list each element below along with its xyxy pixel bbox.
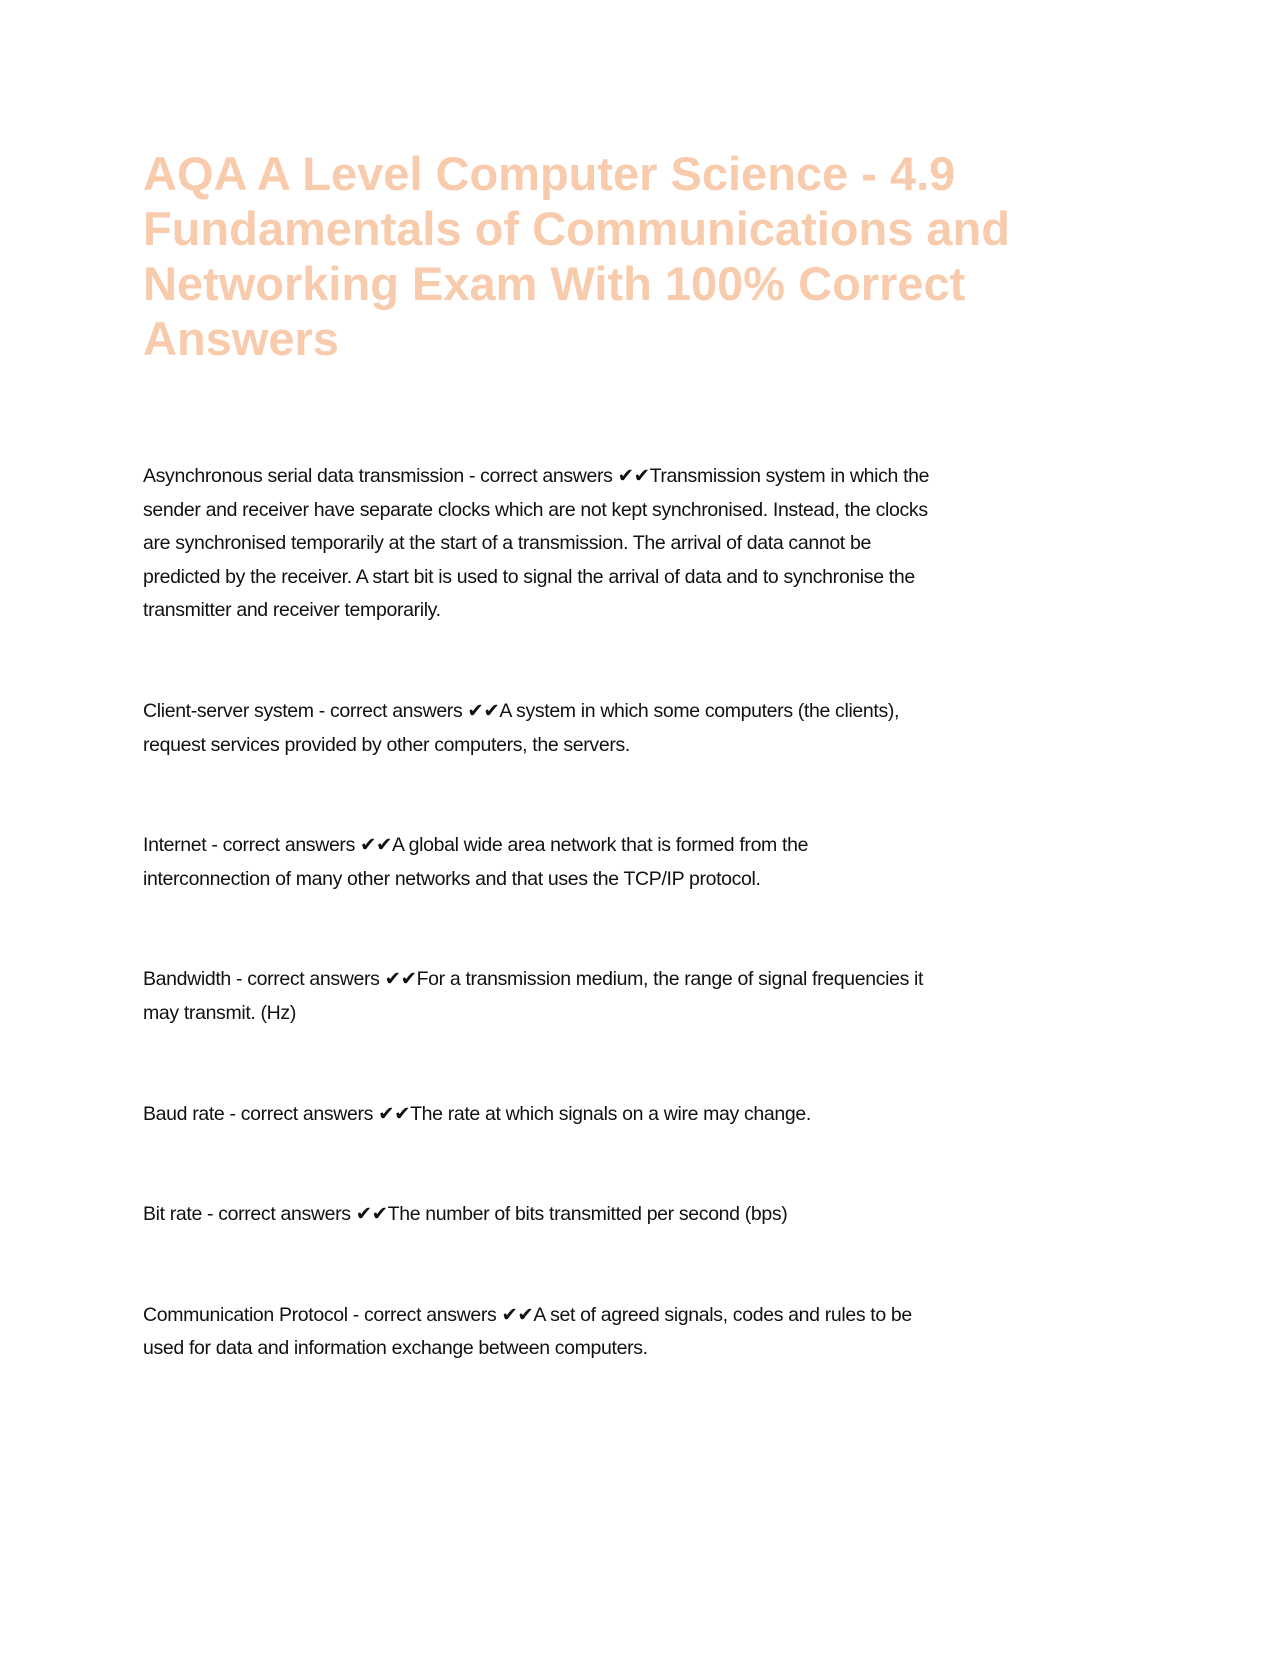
entry-line: Bit rate - correct answers ✔✔The number of bits transmitted per second (bps) <box>143 1203 788 1226</box>
title-line: AQA A Level Computer Science - 4.9 <box>143 147 956 200</box>
title-line: Fundamentals of Communications and <box>143 202 1010 255</box>
entry-line: interconnection of many other networks and that uses the TCP/IP protocol. <box>143 867 761 890</box>
qa-entry <box>143 1198 1103 1232</box>
qa-entry <box>143 460 1103 628</box>
entry-line: Client-server system - correct answers ✔✔A system in which some computers (the clients), <box>143 699 900 722</box>
entry-line: are synchronised temporarily at the start of a transmission. The arrival of data cannot be <box>143 532 871 555</box>
entry-line: may transmit. (Hz) <box>143 1001 296 1024</box>
entry-line: Bandwidth - correct answers ✔✔For a transmission medium, the range of signal frequencies it <box>143 968 924 991</box>
entry-line: used for data and information exchange between computers. <box>143 1337 648 1360</box>
entry-line: Asynchronous serial data transmission - correct answers ✔✔Transmission system in which the <box>143 465 930 487</box>
document-body <box>143 460 1103 1433</box>
entry-line: request services provided by other computers, the servers. <box>143 733 630 756</box>
entry-line: Internet - correct answers ✔✔A global wide area network that is formed from the <box>143 834 809 857</box>
title-line: Answers <box>143 312 339 365</box>
document-title <box>143 146 1103 366</box>
qa-entry <box>143 963 1103 1030</box>
qa-entry <box>143 695 1103 762</box>
entry-line: Baud rate - correct answers ✔✔The rate at which signals on a wire may change. <box>143 1102 811 1125</box>
qa-entry <box>143 829 1103 896</box>
entry-line: transmitter and receiver temporarily. <box>143 599 441 622</box>
qa-entry <box>143 1299 1103 1366</box>
entry-line: Communication Protocol - correct answers ✔✔A set of agreed signals, codes and rules to be <box>143 1303 912 1326</box>
qa-entry <box>143 1098 1103 1132</box>
entry-line: sender and receiver have separate clocks which are not kept synchronised. Instead, the clocks <box>143 498 928 521</box>
entry-line: predicted by the receiver. A start bit is used to signal the arrival of data and to synchronise the <box>143 565 915 588</box>
title-line: Networking Exam With 100% Correct <box>143 257 966 310</box>
